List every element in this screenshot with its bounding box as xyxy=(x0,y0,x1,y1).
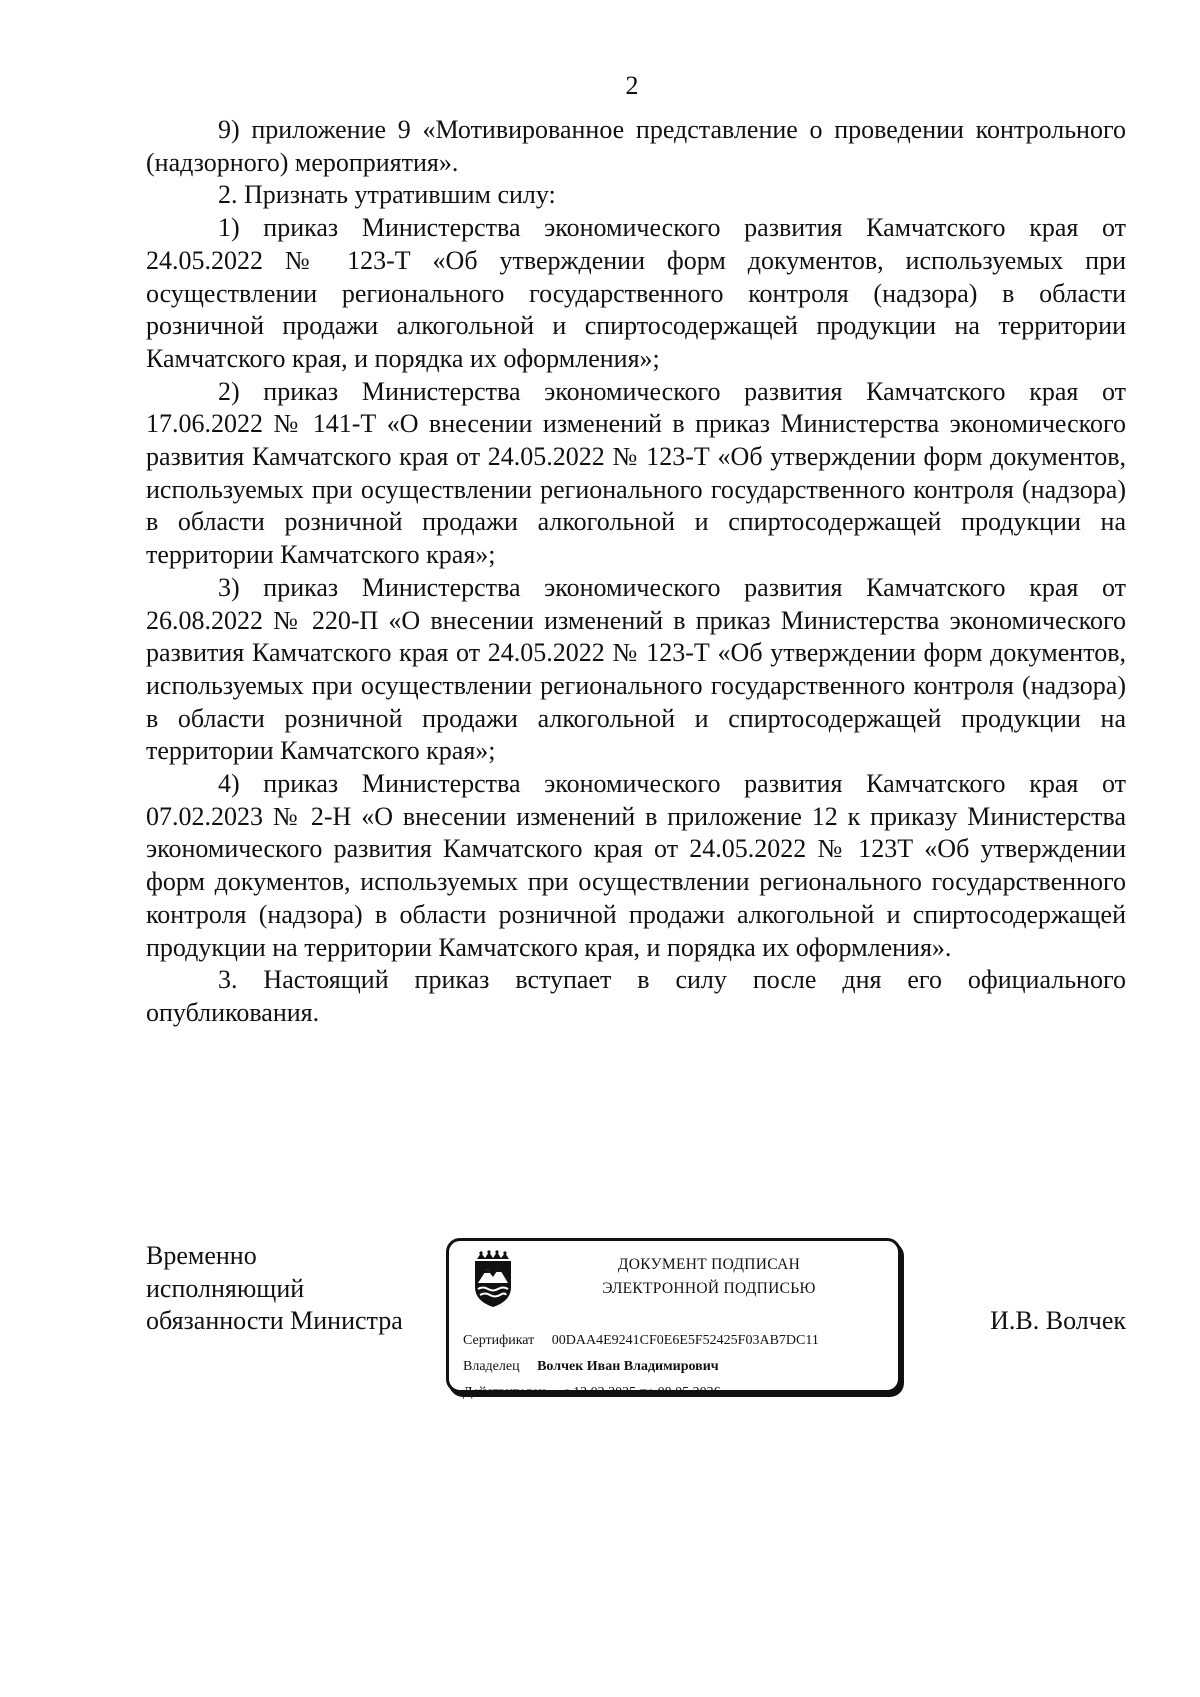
stamp-validity-row xyxy=(463,1384,721,1402)
stamp-title-line: ДОКУМЕНТ ПОДПИСАН xyxy=(617,1256,801,1273)
document-body xyxy=(146,114,1126,1030)
paragraph-repeal-heading: 2. Признать утратившим силу: xyxy=(218,180,556,210)
validity-label: Действителен xyxy=(463,1385,546,1400)
paragraph-repeal-1: 1) приказ Министерства экономического развития Камчатского края от 24.05.2022 № 123-Т «Об утверждении форм документов, используемых при осуществлении регионального государственного контроля (надзора) в области розничной продажи алкогольной и спиртосодержащей продукции на территории Камчатского края, и порядка их оформления»; xyxy=(146,213,1126,373)
owner-value: Волчек Иван Владимирович xyxy=(537,1359,719,1374)
certificate-value: 00DAA4E9241CF0E6E5F52425F03AB7DC11 xyxy=(551,1333,819,1348)
validity-value: с 12.02.2025 по 08.05.2026 xyxy=(563,1385,721,1400)
signatory-name: И.В. Волчек xyxy=(990,1306,1126,1335)
stamp-title-line: ЭЛЕКТРОННОЙ ПОДПИСЬЮ xyxy=(602,1280,816,1297)
stamp-owner-row xyxy=(463,1358,719,1376)
signatory-position-line: обязанности Министра xyxy=(146,1306,403,1335)
signatory-position xyxy=(146,1240,446,1338)
paragraph-repeal-3: 3) приказ Министерства экономического развития Камчатского края от 26.08.2022 № 220-П «О внесении изменений в приказ Министерства экономического развития Камчатского края от 24.05.2022 № 123-Т «Об утверждении форм документов, используемых при осуществлении регионального государственного контроля (надзора) в области розничной продажи алкогольной и спиртосодержащей продукции на территории Камчатского края»; xyxy=(146,572,1126,766)
signatory-position-line: исполняющий xyxy=(146,1273,305,1303)
stamp-title xyxy=(539,1253,879,1301)
certificate-label: Сертификат xyxy=(463,1333,535,1348)
paragraph-repeal-2: 2) приказ Министерства экономического развития Камчатского края от 17.06.2022 № 141-Т «О внесении изменений в приказ Министерства экономического развития Камчатского края от 24.05.2022 № 123-Т «Об утверждении форм документов, используемых при осуществлении регионального государственного контроля (надзора) в области розничной продажи алкогольной и спиртосодержащей продукции на территории Камчатского края»; xyxy=(146,376,1126,570)
page-number: 2 xyxy=(625,71,639,100)
electronic-signature-stamp xyxy=(446,1238,901,1400)
paragraph-effective-date: 3. Настоящий приказ вступает в силу после дня его официального опубликования. xyxy=(146,965,1126,1027)
paragraph-repeal-4: 4) приказ Министерства экономического развития Камчатского края от 07.02.2023 № 2-Н «О внесении изменений в приложение 12 к приказу Министерства экономического развития Камчатского края от 24.05.2022 № 123Т «Об утверждении форм документов, используемых при осуществлении регионального государственного контроля (надзора) в области розничной продажи алкогольной и спиртосодержащей продукции на территории Камчатского края, и порядка их оформления». xyxy=(146,769,1126,962)
signatory-position-line: Временно xyxy=(146,1241,257,1270)
paragraph-item-9: 9) приложение 9 «Мотивированное представление о проведении контрольного (надзорного) мероприятия». xyxy=(146,115,1126,177)
stamp-certificate-row xyxy=(463,1332,819,1350)
kamchatka-emblem-icon xyxy=(463,1249,523,1309)
owner-label: Владелец xyxy=(463,1359,520,1374)
